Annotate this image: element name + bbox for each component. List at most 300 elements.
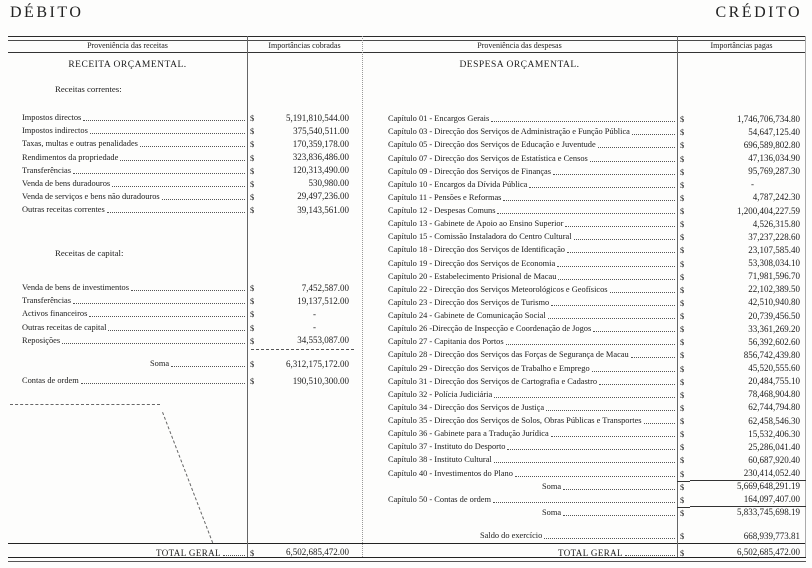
row-amount: 62,458,546.30: [748, 415, 800, 426]
row-amount: 190,510,300.00: [292, 375, 349, 386]
despesas-summary-rows: [362, 479, 806, 518]
row-label: Capítulo 40 - Investimentos do Plano: [388, 468, 513, 478]
row-amount: 170,359,178.00: [292, 138, 349, 149]
row-label-cell: [362, 232, 677, 242]
revenue-row: [8, 163, 362, 176]
currency-symbol: $: [250, 178, 255, 189]
row-label-cell: [362, 324, 677, 334]
header-underline: [8, 52, 806, 53]
receitas-capital-heading: Receitas de capital:: [55, 248, 124, 258]
row-label-cell: [8, 296, 247, 306]
row-label-cell: [362, 298, 677, 308]
row-amount: 120,313,490.00: [292, 165, 349, 176]
header-despesas: Proveniência das despesas: [477, 41, 562, 50]
expense-row: [362, 308, 806, 321]
row-amount: 6,502,685,472.00: [286, 547, 349, 558]
currency-symbol: $: [680, 114, 685, 125]
row-label-cell: [362, 350, 677, 360]
currency-symbol: $: [250, 191, 255, 202]
row-label-cell: [8, 179, 247, 189]
row-amount: 323,836,486.00: [292, 152, 349, 162]
dotted-leader: [515, 476, 675, 477]
row-label: Capítulo 37 - Instituto do Desporto: [388, 442, 506, 452]
dotted-leader: [567, 252, 675, 253]
revenue-row: [8, 110, 362, 123]
currency-symbol: $: [250, 205, 255, 215]
row-label-cell: [362, 442, 677, 452]
row-label-cell: [362, 508, 677, 518]
row-amount: 5,833,745,698.19: [690, 506, 806, 518]
dotted-leader: [81, 383, 245, 384]
row-label: Capítulo 07 - Direcção dos Serviços de Estatística e Censos: [388, 153, 588, 163]
row-amount: 37,237,228.60: [748, 231, 800, 242]
currency-symbol: $: [250, 165, 255, 176]
row-label: TOTAL GERAL: [558, 547, 623, 558]
row-label: Capítulo 12 - Despesas Comuns: [388, 206, 496, 215]
row-amount: 5,669,648,291.19: [690, 480, 806, 492]
row-label: Capítulo 09 - Direcção dos Serviços de Finanças: [388, 166, 552, 176]
dotted-leader: [593, 331, 675, 332]
row-amount: 230,414,052.40: [743, 468, 800, 478]
currency-symbol: $: [680, 232, 685, 243]
row-label-cell: [8, 323, 247, 333]
row-label: Capítulo 24 - Gabinete de Comunicação Social: [388, 311, 546, 320]
receita-section-title: RECEITA ORÇAMENTAL.: [68, 60, 187, 70]
currency-symbol: $: [680, 416, 685, 426]
expense-row: [362, 177, 806, 190]
row-label-cell: [362, 455, 677, 465]
row-label-cell: [362, 140, 677, 150]
expense-row: [362, 360, 806, 373]
dotted-leader: [558, 279, 675, 280]
currency-symbol: $: [680, 206, 685, 216]
row-label-cell: [362, 390, 677, 400]
row-amount: -: [313, 308, 316, 319]
receitas-capital-rows: [8, 280, 362, 346]
row-amount: 6,502,685,472.00: [737, 547, 800, 558]
row-label-cell: [362, 364, 677, 374]
expense-row: [362, 413, 806, 426]
row-label-cell: [8, 205, 247, 215]
expense-row: [362, 295, 806, 308]
table-top-line: [8, 36, 806, 37]
expense-row: [362, 164, 806, 177]
dotted-leader: [632, 134, 675, 135]
expense-row: [362, 203, 806, 216]
revenue-row: [8, 136, 362, 149]
currency-symbol: $: [680, 531, 685, 542]
currency-symbol: $: [680, 271, 685, 282]
row-label: Capítulo 15 - Comissão Instaladora do Centro Cultural: [388, 232, 572, 242]
expense-row: [362, 439, 806, 452]
row-label-cell: [362, 219, 677, 229]
revenue-row: [8, 149, 362, 162]
row-label-cell: [8, 126, 247, 136]
row-label-cell: [8, 376, 247, 386]
row-label: Capítulo 20 - Estabelecimento Prisional de Macau: [388, 271, 557, 281]
row-label: Transferências: [22, 296, 71, 306]
dotted-leader: [553, 174, 675, 175]
column-headers: [8, 41, 806, 50]
row-label: Capítulo 18 - Direcção dos Serviços de Identificação: [388, 245, 565, 255]
row-label: Activos financeiros: [22, 309, 88, 319]
currency-symbol: $: [250, 376, 255, 387]
row-label: Taxas, multas e outras penalidades: [22, 139, 138, 149]
currency-symbol: $: [250, 139, 255, 150]
currency-symbol: $: [680, 245, 685, 256]
expense-row: [362, 347, 806, 360]
row-amount: 62,744,794.80: [748, 402, 800, 413]
row-label-cell: [362, 531, 677, 541]
row-amount: 164,097,407.00: [743, 494, 800, 505]
row-label-cell: [362, 482, 677, 492]
table-bottom-line-2: [8, 561, 806, 562]
dotted-leader: [120, 160, 245, 161]
row-amount: 95,769,287.30: [748, 166, 800, 177]
currency-symbol: $: [680, 547, 685, 558]
revenue-row: [8, 202, 362, 215]
row-amount: 856,742,439.80: [743, 349, 800, 360]
row-label: Capítulo 35 - Direcção dos Serviços de Solos, Obras Públicas e Transportes: [388, 416, 642, 425]
dotted-leader: [107, 212, 245, 213]
row-label: Reposições: [22, 335, 61, 345]
despesa-section-title: DESPESA ORÇAMENTAL.: [459, 60, 580, 70]
row-label: Capítulo 26 -Direcção de Inspecção e Coordenação de Jogos: [388, 324, 592, 334]
row-amount: -: [313, 322, 316, 332]
row-label-cell: [362, 311, 677, 321]
dotted-leader: [565, 226, 675, 227]
row-label: Capítulo 31 - Direcção dos Serviços de Cartografia e Cadastro: [388, 376, 598, 386]
currency-symbol: $: [250, 309, 255, 320]
revenue-row: [8, 176, 362, 189]
row-amount: -: [751, 179, 754, 190]
revenue-row: [8, 373, 362, 386]
row-label-cell: [362, 180, 677, 190]
row-label-cell: [362, 337, 677, 347]
dotted-leader: [599, 384, 675, 385]
dotted-leader: [631, 357, 675, 358]
sum-dashed-rule: [251, 349, 354, 350]
receitas-correntes-rows: [8, 110, 362, 215]
dotted-leader: [89, 316, 245, 317]
row-amount: 7,452,587.00: [301, 282, 349, 293]
currency-symbol: $: [680, 140, 685, 151]
expense-row: [362, 321, 806, 334]
currency-symbol: $: [680, 179, 685, 190]
row-amount: 39,143,561.00: [297, 204, 349, 215]
row-label-cell: [8, 336, 247, 346]
row-amount: 696,589,802.80: [743, 139, 800, 150]
row-label-cell: [362, 272, 677, 282]
currency-symbol: $: [680, 455, 685, 466]
row-label-cell: [362, 193, 677, 203]
expense-row: [362, 492, 806, 505]
row-label: Capítulo 29 - Direcção dos Serviços de Trabalho e Emprego: [388, 363, 590, 373]
row-amount: 20,484,755.10: [748, 376, 800, 387]
dotted-leader: [171, 366, 245, 367]
currency-symbol: $: [680, 494, 685, 505]
row-label: Capítulo 11 - Pensões e Reformas: [388, 192, 502, 202]
total-row: [362, 545, 806, 558]
dotted-leader: [62, 343, 245, 344]
dotted-leader: [223, 555, 245, 556]
expense-row: [362, 269, 806, 282]
dotted-leader: [73, 173, 245, 174]
row-label: Capítulo 13 - Gabinete de Apoio ao Ensino Superior: [388, 219, 564, 229]
row-amount: 4,526,315.80: [752, 218, 800, 229]
currency-symbol: $: [680, 297, 685, 308]
dotted-leader: [506, 344, 675, 345]
row-label: Capítulo 22 - Direcção dos Serviços Meteorológicos e Geofísicos: [388, 284, 608, 294]
currency-symbol: $: [250, 283, 255, 294]
row-label: Saldo do exercício: [480, 531, 543, 541]
receitas-soma-row: [8, 356, 362, 369]
row-amount: 53,308,034.10: [748, 258, 800, 268]
row-amount: 25,286,041.40: [748, 441, 800, 452]
row-amount: 4,787,242.30: [752, 192, 800, 203]
row-amount: 34,553,087.00: [297, 335, 349, 346]
row-amount: 6,312,175,172.00: [286, 358, 349, 369]
dotted-leader: [625, 555, 675, 556]
debit-title: DÉBITO: [10, 4, 84, 21]
row-label: Venda de serviços e bens não duradouros: [22, 191, 160, 201]
dotted-leader: [610, 292, 675, 293]
credit-title: CRÉDITO: [715, 4, 802, 21]
dotted-leader: [529, 187, 675, 188]
row-amount: 23,107,585.40: [748, 244, 800, 255]
row-amount: 78,468,904.80: [748, 389, 800, 400]
currency-symbol: $: [250, 126, 255, 137]
revenue-row: [8, 333, 362, 346]
expense-row: [362, 387, 806, 400]
revenue-row: [8, 293, 362, 306]
row-label-cell: [8, 309, 247, 319]
revenue-row: [8, 306, 362, 319]
saldo-exercicio-row: [362, 528, 806, 541]
dotted-leader: [548, 318, 675, 319]
row-label-cell: [362, 127, 677, 137]
dotted-leader: [131, 290, 245, 291]
cancellation-dashed-line: [10, 404, 160, 405]
row-label: TOTAL GERAL: [156, 547, 221, 558]
currency-symbol: $: [680, 153, 685, 164]
row-label: Capítulo 27 - Capitania dos Portos: [388, 337, 504, 347]
row-amount: 20,739,456.50: [748, 310, 800, 321]
row-label-cell: [362, 377, 677, 387]
expense-row: [362, 150, 806, 163]
row-label-cell: [362, 416, 677, 426]
dotted-leader: [140, 146, 245, 147]
dotted-leader: [544, 538, 675, 539]
dotted-leader: [551, 305, 675, 306]
dotted-leader: [108, 330, 245, 331]
row-label-cell: [8, 548, 247, 558]
row-label: Transferências: [22, 165, 71, 175]
currency-symbol: $: [250, 335, 255, 346]
row-amount: 375,540,511.00: [293, 125, 349, 136]
dotted-leader: [557, 266, 675, 267]
header-pagas: Importâncias pagas: [710, 41, 773, 50]
row-label-cell: [362, 259, 677, 269]
currency-symbol: $: [680, 192, 685, 203]
expense-row: [362, 242, 806, 255]
row-amount: 15,532,406.30: [748, 428, 800, 439]
row-label: Rendimentos da propriedade: [22, 152, 119, 162]
dotted-leader: [491, 121, 675, 122]
row-label-cell: [362, 429, 677, 439]
row-label: Venda de bens de investimentos: [22, 283, 129, 293]
currency-symbol: $: [680, 337, 685, 348]
expense-row: [362, 255, 806, 268]
row-amount: 29,497,236.00: [297, 191, 349, 202]
row-label-cell: [362, 114, 677, 124]
currency-symbol: $: [677, 507, 690, 518]
expense-row: [362, 452, 806, 465]
expense-row: [362, 137, 806, 150]
currency-symbol: $: [680, 219, 685, 230]
contas-de-ordem-row: [8, 373, 362, 386]
sum-row: [8, 356, 362, 369]
row-label-cell: [362, 469, 677, 479]
row-label: Soma: [542, 481, 562, 491]
debit-total-row: [8, 545, 362, 558]
row-amount: 33,361,269.20: [748, 323, 800, 334]
row-label-cell: [362, 548, 677, 558]
row-label: Capítulo 50 - Contas de ordem: [388, 494, 492, 504]
dotted-leader: [162, 199, 245, 200]
row-label: Capítulo 19 - Direcção dos Serviços de Economia: [388, 258, 556, 268]
dotted-leader: [503, 200, 675, 201]
currency-symbol: $: [680, 468, 685, 479]
balance-row: [362, 528, 806, 541]
dotted-leader: [507, 449, 675, 450]
row-amount: 60,687,920.40: [748, 454, 800, 465]
row-label: Capítulo 05 - Direcção dos Serviços de Educação e Juventude: [388, 140, 596, 150]
row-label: Capítulo 36 - Gabinete para a Tradução Jurídica: [388, 429, 549, 439]
row-label-cell: [8, 359, 247, 369]
row-label: Impostos indirectos: [22, 126, 88, 136]
dotted-leader: [563, 489, 675, 490]
receitas-correntes-heading: Receitas correntes:: [55, 84, 122, 94]
dotted-leader: [563, 515, 675, 516]
currency-symbol: $: [250, 322, 255, 333]
row-amount: 19,137,512.00: [297, 295, 349, 306]
row-label-cell: [362, 167, 677, 177]
row-amount: 5,191,810,544.00: [286, 112, 349, 123]
row-amount: 530,980.00: [308, 178, 349, 189]
dotted-leader: [551, 436, 675, 437]
row-label-cell: [8, 166, 247, 176]
row-label: Outras receitas de capital: [22, 322, 107, 332]
revenue-row: [8, 319, 362, 332]
row-label-cell: [8, 139, 247, 149]
dotted-leader: [592, 371, 675, 372]
row-amount: 22,102,389.50: [748, 284, 800, 295]
expense-row: [362, 282, 806, 295]
revenue-row: [8, 123, 362, 136]
currency-symbol: $: [680, 350, 685, 361]
sum-row: [362, 505, 806, 518]
currency-symbol: $: [680, 376, 685, 387]
credit-total-row: [362, 545, 806, 558]
currency-symbol: $: [680, 389, 685, 400]
dotted-leader: [574, 239, 675, 240]
row-label: Impostos directos: [22, 113, 82, 123]
dotted-leader: [644, 423, 675, 424]
cancellation-diagonal-line: [162, 412, 213, 543]
currency-symbol: $: [250, 113, 255, 124]
row-amount: 71,981,596.70: [748, 271, 800, 282]
total-row: [8, 545, 362, 558]
expense-row: [362, 124, 806, 137]
expense-row: [362, 400, 806, 413]
currency-symbol: $: [680, 324, 685, 335]
currency-symbol: $: [250, 359, 255, 370]
dotted-leader: [598, 147, 675, 148]
row-label: Capítulo 34 - Direcção dos Serviços de Justiça: [388, 402, 545, 412]
despesas-capitulos-rows: [362, 111, 806, 479]
expense-row: [362, 374, 806, 387]
row-label: Capítulo 28 - Direcção dos Serviços das Forças de Segurança de Macau: [388, 350, 629, 360]
header-cobradas: Importâncias cobradas: [268, 41, 341, 50]
row-label: Soma: [150, 359, 170, 369]
row-label: Capítulo 38 - Instituto Cultural: [388, 455, 492, 465]
row-amount: 56,392,602.60: [748, 336, 800, 347]
row-label-cell: [362, 403, 677, 413]
row-amount: 54,647,125.40: [748, 126, 800, 137]
row-label: Capítulo 03 - Direcção dos Serviços de Administração e Função Pública: [388, 127, 630, 137]
expense-row: [362, 465, 806, 478]
row-label: Capítulo 10 - Encargos da Dívida Pública: [388, 179, 528, 189]
row-amount: 668,939,773.81: [743, 530, 800, 541]
dotted-leader: [590, 161, 675, 162]
row-label: Contas de ordem: [22, 376, 79, 386]
dotted-leader: [546, 410, 675, 411]
row-label-cell: [8, 192, 247, 202]
row-label-cell: [362, 245, 677, 255]
currency-symbol: $: [680, 442, 685, 453]
revenue-row: [8, 280, 362, 293]
row-label-cell: [362, 495, 677, 505]
row-amount: 45,520,555.60: [748, 363, 800, 373]
currency-symbol: $: [680, 429, 685, 440]
currency-symbol: $: [680, 311, 685, 321]
row-label: Venda de bens duradouros: [22, 178, 111, 188]
revenue-row: [8, 189, 362, 202]
currency-symbol: $: [680, 363, 685, 374]
currency-symbol: $: [680, 402, 685, 413]
expense-row: [362, 216, 806, 229]
row-label: Soma: [542, 507, 562, 517]
row-amount: 1,746,706,734.80: [737, 113, 800, 124]
row-label-cell: [362, 154, 677, 164]
row-label: Capítulo 23 - Direcção dos Serviços de Turismo: [388, 297, 550, 307]
row-amount: 1,200,404,227.59: [737, 205, 800, 216]
row-label-cell: [362, 206, 677, 216]
expense-row: [362, 229, 806, 242]
currency-symbol: $: [677, 481, 690, 492]
sum-row: [362, 479, 806, 492]
currency-symbol: $: [680, 127, 685, 138]
row-label: Capítulo 32 - Polícia Judiciária: [388, 389, 493, 399]
dotted-leader: [493, 502, 675, 503]
row-label-cell: [8, 283, 247, 293]
currency-symbol: $: [680, 258, 685, 269]
currency-symbol: $: [250, 547, 255, 558]
dotted-leader: [494, 397, 675, 398]
dotted-leader: [83, 120, 245, 121]
row-label: Outras receitas correntes: [22, 205, 105, 214]
